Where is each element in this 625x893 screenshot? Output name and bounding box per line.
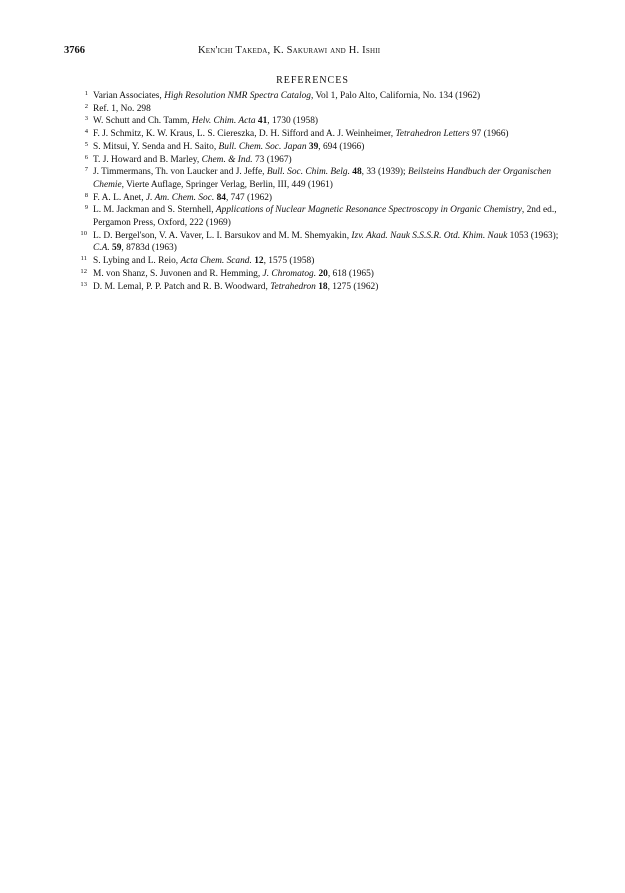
reference-segment: 97 (1966)	[469, 129, 509, 140]
reference-segment: F. A. L. Anet,	[93, 192, 146, 203]
reference-segment: J. Timmermans, Th. von Laucker and J. Jeffe,	[93, 167, 267, 178]
reference-italic-segment: J. Chromatog.	[262, 268, 317, 279]
reference-number: 13	[80, 280, 87, 288]
reference-segment: D. M. Lemal, P. P. Patch and R. B. Woodward,	[93, 281, 271, 292]
reference-volume: 48	[352, 167, 362, 178]
running-head: Ken'ichi Takeda, K. Sakurawi and H. Ishii	[198, 45, 381, 56]
reference-number: 8	[84, 191, 88, 199]
reference-number: 12	[80, 267, 87, 275]
reference-text	[93, 231, 558, 254]
reference-segment: S. Mitsui, Y. Senda and H. Saito,	[93, 141, 219, 152]
reference-segment: , 2nd ed., Pergamon Press, Oxford, 222 (1969)	[93, 205, 557, 229]
reference-item	[76, 255, 562, 268]
reference-segment: Ref. 1, No. 298	[93, 103, 151, 114]
reference-text	[93, 282, 378, 292]
reference-text	[93, 142, 364, 152]
reference-segment: Varian Associates,	[93, 91, 165, 101]
page-header	[64, 44, 561, 58]
reference-item	[76, 166, 562, 191]
references-heading: REFERENCES	[276, 75, 349, 86]
reference-volume: 20	[318, 268, 328, 279]
reference-italic-segment: Applications of Nuclear Magnetic Resonance Spectroscopy in Organic Chemistry	[215, 205, 522, 216]
reference-item	[76, 90, 562, 103]
reference-segment: S. Lybing and L. Reio,	[93, 256, 181, 267]
reference-item	[76, 154, 562, 167]
reference-italic-segment: Beilsteins Handbuch der Organischen Chemie	[93, 167, 552, 190]
reference-text	[93, 256, 314, 266]
reference-italic-segment: Bull. Chem. Soc. Japan	[218, 141, 307, 152]
reference-segment: 73 (1967)	[252, 154, 292, 165]
reference-volume: 59	[112, 243, 122, 254]
reference-volume: 39	[308, 141, 319, 152]
reference-segment: , 618 (1965)	[327, 268, 374, 279]
reference-segment: M. von Shanz, S. Juvonen and R. Hemming,	[93, 268, 263, 279]
reference-segment: 1053 (1963);	[507, 230, 559, 241]
reference-segment: , Vol 1, Palo Alto, California, No. 134 (1962)	[310, 91, 481, 101]
reference-italic-segment: Acta Chem. Scand.	[180, 256, 252, 267]
reference-volume: 18	[318, 281, 328, 292]
reference-text	[93, 91, 480, 101]
reference-item	[76, 103, 562, 116]
reference-item	[76, 115, 562, 128]
reference-volume: 41	[257, 116, 268, 127]
reference-segment: L. M. Jackman and S. Sternhell,	[93, 205, 216, 216]
reference-volume: 84	[216, 192, 226, 203]
reference-italic-segment: Helv. Chim. Acta	[191, 116, 256, 127]
reference-segment: , 33 (1939);	[361, 167, 408, 178]
reference-italic-segment: J. Am. Chem. Soc.	[145, 192, 215, 203]
reference-item	[76, 204, 562, 229]
reference-text	[93, 193, 272, 203]
reference-italic-segment: High Resolution NMR Spectra Catalog	[164, 91, 311, 101]
reference-number: 6	[84, 153, 88, 161]
reference-text	[93, 167, 551, 190]
reference-text	[93, 129, 509, 139]
reference-number: 1	[84, 90, 88, 97]
reference-number: 11	[80, 255, 87, 263]
reference-item	[76, 128, 562, 141]
reference-number: 5	[84, 140, 88, 148]
reference-italic-segment: Bull. Soc. Chim. Belg.	[266, 167, 350, 178]
reference-segment: , Vierte Auflage, Springer Verlag, Berlin, III, 449 (1961)	[121, 179, 333, 190]
reference-item	[76, 230, 562, 255]
reference-list	[76, 90, 562, 293]
reference-segment: L. D. Bergel'son, V. A. Vaver, L. I. Barsukov and M. M. Shemyakin,	[93, 230, 352, 241]
reference-segment: F. J. Schmitz, K. W. Kraus, L. S. Ciereszka, D. H. Sifford and A. J. Weinheimer,	[93, 129, 396, 140]
reference-segment: , 747 (1962)	[225, 192, 273, 203]
reference-segment: W. Schutt and Ch. Tamm,	[93, 116, 192, 127]
reference-number: 9	[84, 204, 88, 212]
reference-segment: T. J. Howard and B. Marley,	[93, 154, 202, 165]
page-number: 3766	[64, 45, 85, 56]
reference-italic-segment: Tetrahedron	[270, 281, 316, 292]
reference-item	[76, 141, 562, 154]
reference-text	[93, 155, 292, 165]
reference-number: 2	[84, 102, 88, 110]
reference-segment: , 694 (1966)	[318, 141, 365, 152]
reference-text	[93, 269, 374, 279]
reference-segment: , 1275 (1962)	[327, 281, 379, 292]
reference-item	[76, 281, 562, 294]
reference-segment: , 1575 (1958)	[263, 256, 315, 267]
reference-volume: 12	[254, 256, 264, 267]
reference-number: 3	[84, 115, 88, 123]
reference-segment: , 8783d (1963)	[121, 243, 177, 254]
reference-text	[93, 116, 318, 126]
reference-italic-segment: Izv. Akad. Nauk S.S.S.R. Otd. Khim. Nauk	[351, 230, 508, 241]
reference-italic-segment: Chem. & Ind.	[201, 154, 253, 165]
reference-number: 4	[84, 128, 88, 136]
reference-text	[93, 104, 151, 114]
reference-italic-segment: Tetrahedron Letters	[395, 129, 470, 140]
reference-segment: , 1730 (1958)	[267, 116, 319, 127]
reference-text	[93, 205, 557, 228]
reference-item	[76, 192, 562, 205]
reference-item	[76, 268, 562, 281]
reference-number: 10	[80, 229, 87, 237]
reference-number: 7	[84, 166, 88, 174]
reference-italic-segment: C.A.	[93, 243, 110, 254]
